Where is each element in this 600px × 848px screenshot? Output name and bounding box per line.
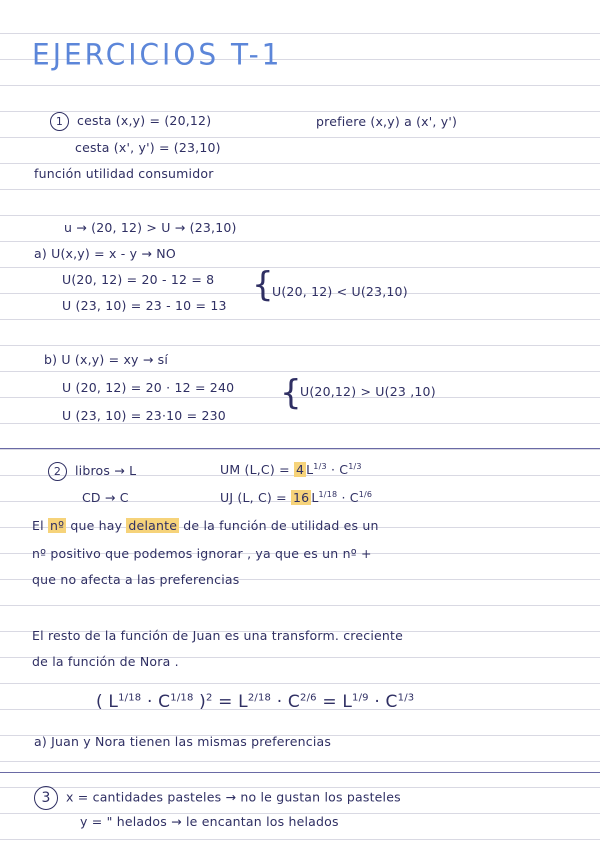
ex1-b-line3: U (23, 10) = 23·10 = 230	[62, 408, 226, 423]
ex3-number: 3	[34, 786, 58, 810]
ex1-b-line1: b) U (x,y) = xy → sí	[44, 352, 169, 367]
ex1-a-line2: U(20, 12) = 20 - 12 = 8	[62, 272, 215, 287]
ex1-b-result: U(20,12) > U(23 ,10)	[300, 384, 436, 399]
page-title: EJERCICIOS T-1	[32, 37, 283, 72]
ex1-line2: cesta (x', y') = (23,10)	[75, 140, 221, 155]
ex1-a-line3: U (23, 10) = 23 - 10 = 13	[62, 298, 227, 313]
ex2-conclusion: a) Juan y Nora tienen las mismas preferencias	[34, 734, 332, 749]
brace-b: {	[280, 373, 302, 413]
ex1-prefiere: prefiere (x,y) a (x', y')	[316, 114, 458, 129]
ex1-line3: función utilidad consumidor	[34, 166, 214, 181]
separator-2	[0, 772, 600, 773]
brace-a: {	[252, 265, 274, 305]
ex1-number: 1	[50, 112, 69, 131]
ex3-line1: 3 x = cantidades pasteles → no le gustan los pasteles	[34, 786, 401, 810]
separator-1	[0, 448, 600, 449]
ex3-line2: y = " helados → le encantan los helados	[80, 814, 339, 829]
ex2-formula: ( $L^{1/18} \cdot C^{1/18}$ )$^2 = L^{2/18} \cdot C^{2/6} = L^{1/9} \cdot C^{1/3}$	[96, 692, 415, 712]
ex2-uj: UJ (L, C) = 16 $L^{1/18} \cdot C^{1/6}$	[220, 490, 373, 506]
ex1-line1: 1 cesta (x,y) = (20,12)	[50, 112, 211, 131]
ex1-a-line1: a) U(x,y) = x - y → NO	[34, 246, 176, 261]
ex2-para1-line3: que no afecta a las preferencias	[32, 572, 240, 587]
ex2-para1-line1: El nº que hay delante de la función de utilidad es un	[32, 518, 379, 533]
ex2-line1: 2 libros → L	[48, 462, 136, 481]
ex2-para2-line2: de la función de Nora .	[32, 654, 179, 669]
ex1-line4: u → (20, 12) > U → (23,10)	[64, 220, 237, 235]
ex2-um: UM (L,C) = 4 $L^{1/3} \cdot C^{1/3}$	[220, 462, 362, 478]
ex1-a-result: U(20, 12) < U(23,10)	[272, 284, 408, 299]
ex2-para2-line1: El resto de la función de Juan es una transform. creciente	[32, 628, 403, 643]
ex2-number: 2	[48, 462, 67, 481]
ex1-b-line2: U (20, 12) = 20 · 12 = 240	[62, 380, 235, 395]
ex2-para1-line2: nº positivo que podemos ignorar , ya que es un nº +	[32, 546, 372, 561]
ex2-line2: CD → C	[82, 490, 129, 505]
